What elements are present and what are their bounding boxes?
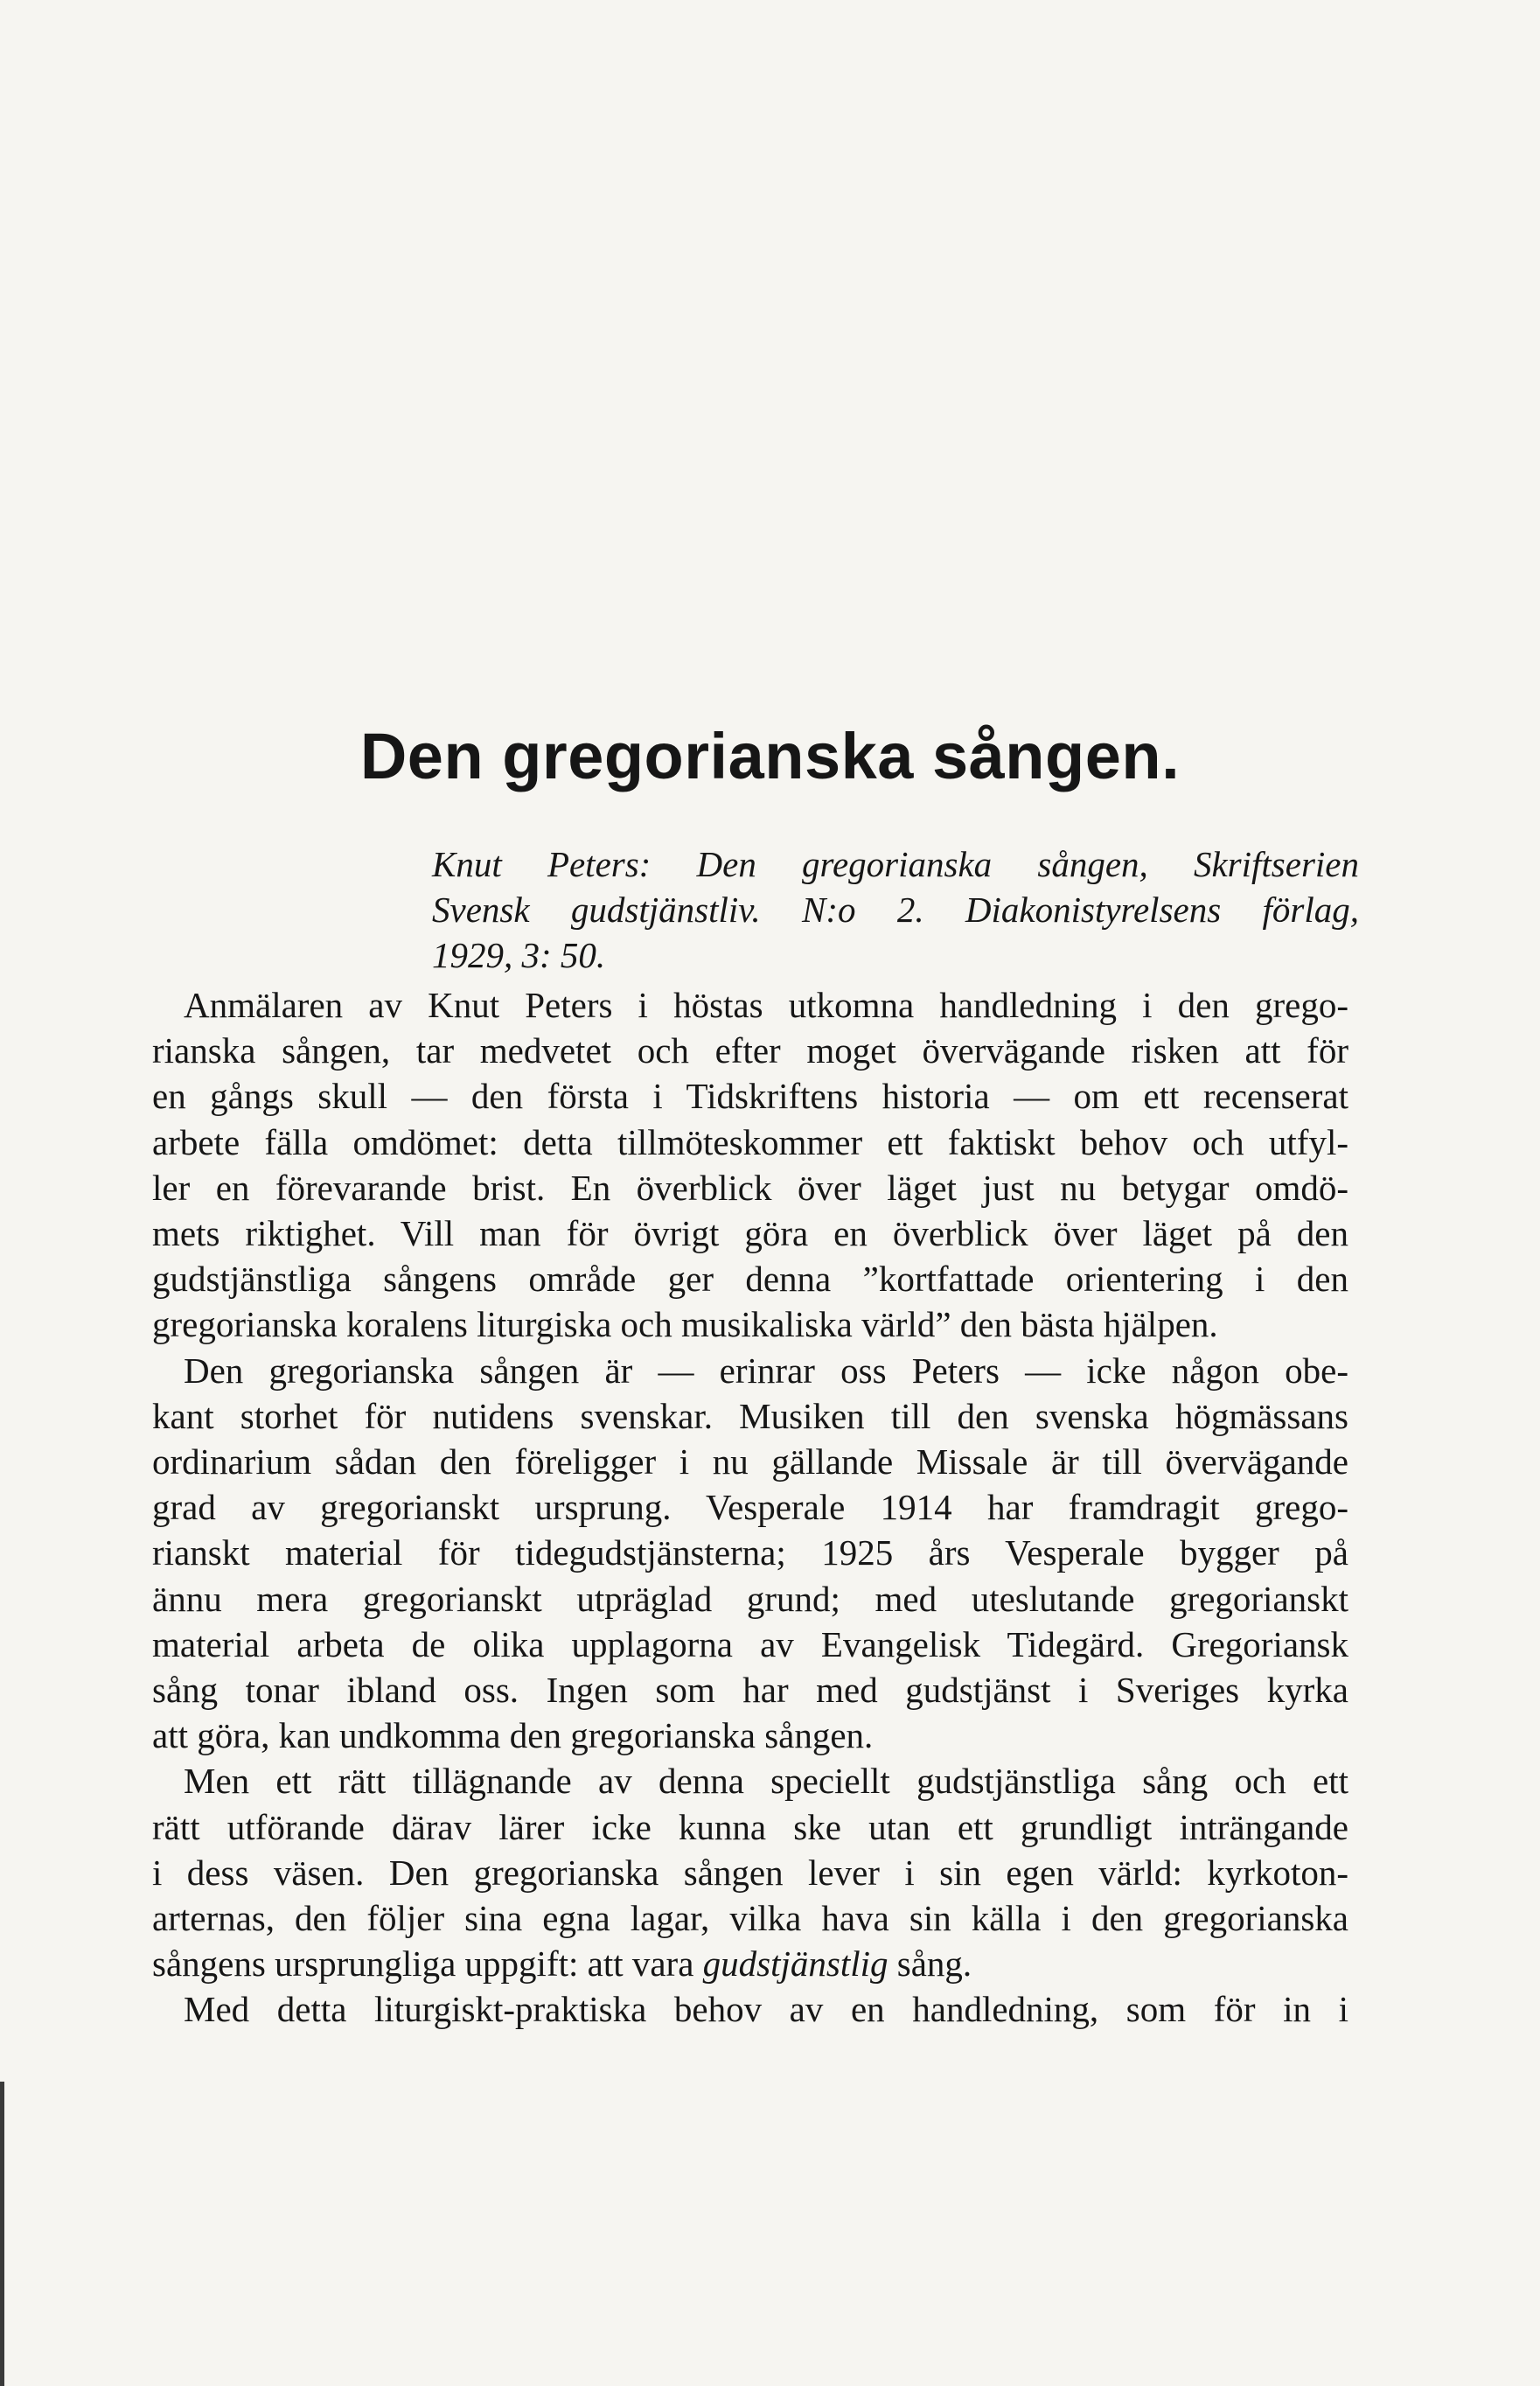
text-line: Den gregorianska sången är — erinrar oss Peters — icke någon obe- [184, 1350, 1348, 1391]
article-body [152, 982, 1348, 2033]
text-line: en gångs skull — den första i Tidskriftens historia — om ett recenserat [152, 1076, 1348, 1117]
paragraph-3 [152, 1758, 1348, 1986]
scan-edge-mark [0, 2082, 4, 2386]
text-line: ler en förevarande brist. En överblick över läget just nu betygar omdö- [152, 1167, 1348, 1208]
text-line: material arbeta de olika upplagorna av Evangelisk Tidegärd. Gregoriansk [152, 1623, 1348, 1664]
citation-line: Knut Peters: Den gregorianska sången, Skriftserien [432, 844, 1359, 884]
text-line: kant storhet för nutidens svenskar. Musiken till den svenska högmässans [152, 1395, 1348, 1436]
text-line: mets riktighet. Vill man för övrigt göra en överblick över läget på den [152, 1213, 1348, 1254]
text-line: att göra, kan undkomma den gregorianska sången. [152, 1715, 874, 1756]
text-line: grad av gregorianskt ursprung. Vesperale 1914 har framdragit grego- [152, 1487, 1348, 1528]
emphasized-word: gudstjänstlig [702, 1943, 888, 1985]
text-line: sång tonar ibland oss. Ingen som har med gudstjänst i Sveriges kyrka [152, 1670, 1348, 1711]
text-line: ännu mera gregorianskt utpräglad grund; med uteslutande gregorianskt [152, 1578, 1348, 1619]
text-line: ordinarium sådan den föreligger i nu gällande Missale är till övervägande [152, 1441, 1348, 1483]
book-citation [432, 841, 1359, 978]
citation-line: 1929, 3: 50. [432, 935, 606, 975]
paragraph-2 [152, 1348, 1348, 1759]
text-segment: sång. [888, 1943, 972, 1985]
text-line: gudstjänstliga sångens område ger denna ”kortfattade orientering i den [152, 1259, 1348, 1300]
text-line: i dess väsen. Den gregorianska sången lever i sin egen värld: kyrkoton- [152, 1852, 1348, 1893]
text-line: rianskt material för tidegudstjänsterna; 1925 års Vesperale bygger på [152, 1532, 1348, 1573]
text-line: rätt utförande därav lärer icke kunna ske utan ett grundligt inträngande [152, 1806, 1348, 1847]
paragraph-1 [152, 982, 1348, 1348]
article-title: Den gregorianska sången. [359, 720, 1181, 792]
text-line: Men ett rätt tillägnande av denna speciellt gudstjänstliga sång och ett [184, 1761, 1348, 1802]
text-line: Med detta liturgiskt-praktiska behov av en handledning, som för in i [184, 1989, 1348, 2030]
text-line: gregorianska koralens liturgiska och musikaliska värld” den bästa hjälpen. [152, 1304, 1218, 1345]
text-line [152, 1941, 1348, 1986]
text-line: arternas, den följer sina egna lagar, vilka hava sin källa i den gregorianska [152, 1898, 1348, 1939]
text-line: rianska sången, tar medvetet och efter moget övervägande risken att för [152, 1030, 1348, 1071]
citation-line: Svensk gudstjänstliv. N:o 2. Diakonistyrelsens förlag, [432, 890, 1359, 930]
text-line: arbete fälla omdömet: detta tillmöteskommer ett faktiskt behov och utfyl- [152, 1121, 1348, 1162]
paragraph-4 [152, 1986, 1348, 2032]
text-line: Anmälaren av Knut Peters i höstas utkomna handledning i den grego- [184, 985, 1348, 1025]
text-segment: sångens ursprungliga uppgift: att vara [152, 1943, 703, 1985]
